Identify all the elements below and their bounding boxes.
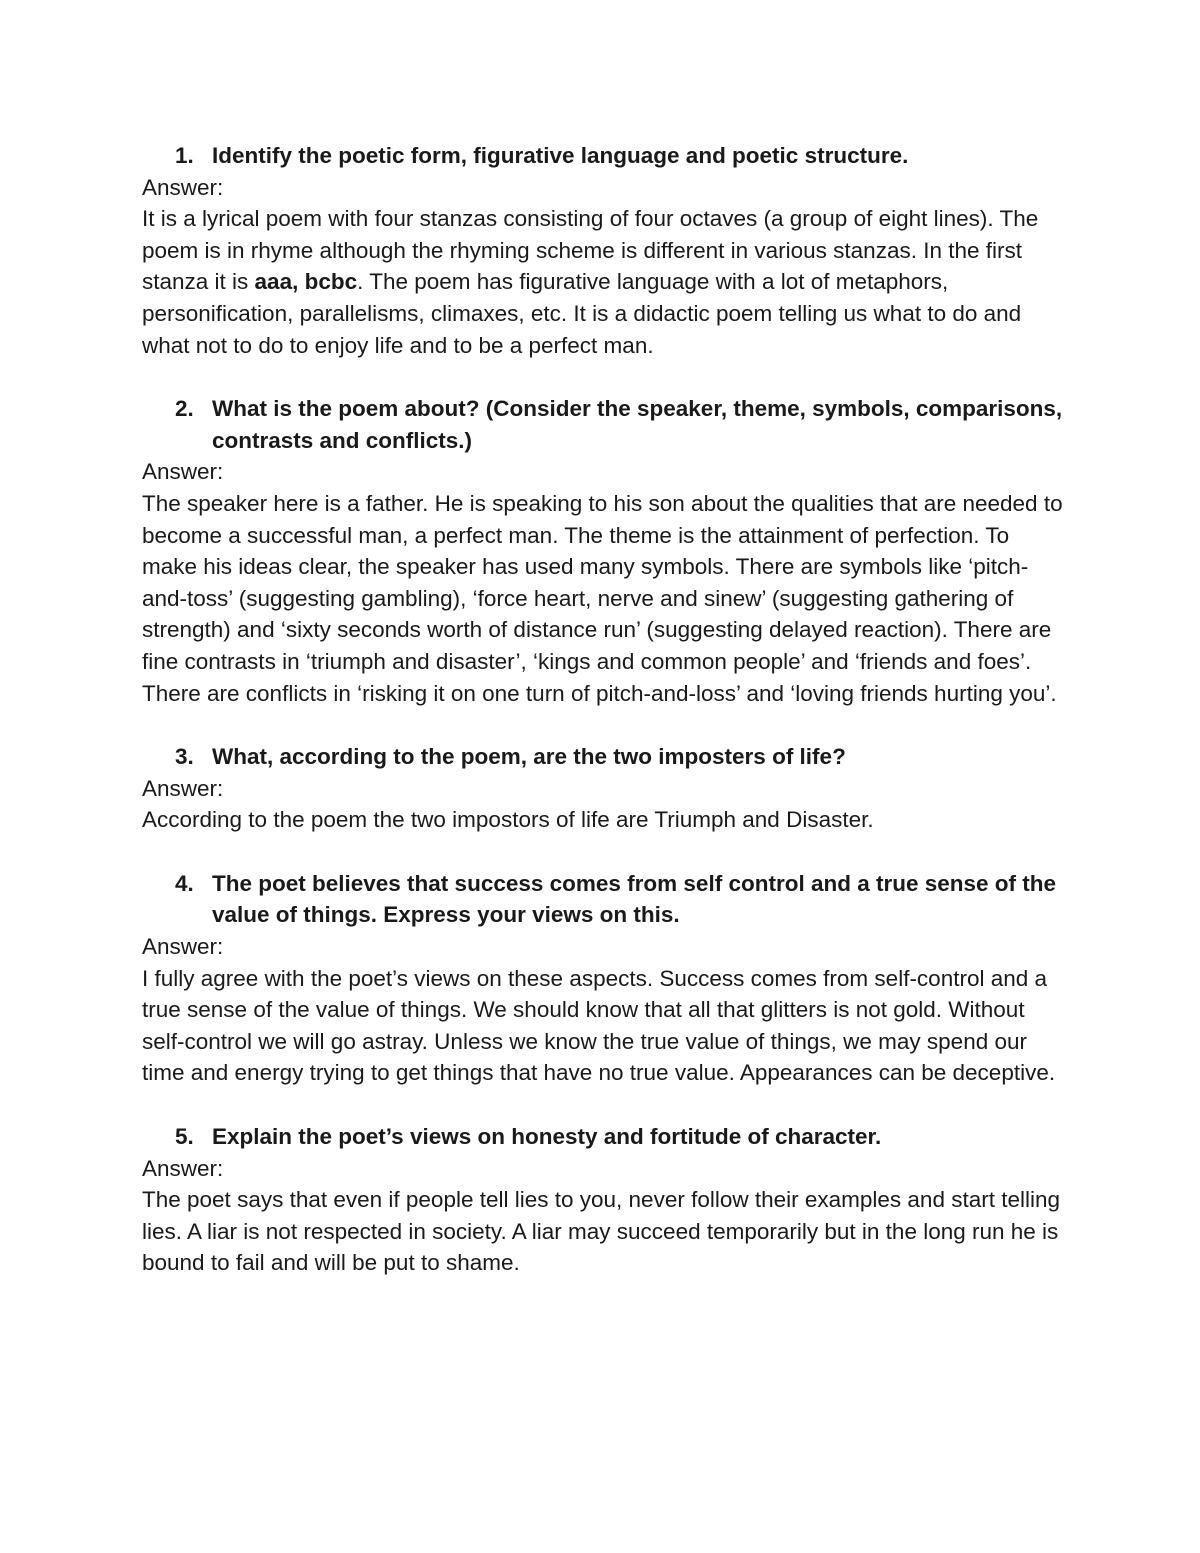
question-text: Explain the poet’s views on honesty and fortitude of character. bbox=[212, 1124, 882, 1150]
question-text: What, according to the poem, are the two imposters of life? bbox=[212, 744, 846, 770]
question-2 bbox=[142, 393, 1067, 456]
answer-label: Answer: bbox=[142, 1155, 224, 1181]
qa-item-2 bbox=[142, 393, 1067, 709]
answer-1 bbox=[142, 203, 1067, 361]
rhyme-scheme: aaa, bcbc bbox=[254, 269, 358, 295]
question-1 bbox=[142, 140, 1067, 172]
question-number: 3. bbox=[175, 744, 194, 770]
answer-3: According to the poem the two impostors of life are Triumph and Disaster. bbox=[142, 807, 874, 833]
question-number: 5. bbox=[175, 1124, 194, 1150]
question-number: 4. bbox=[175, 870, 194, 896]
answer-text: It is a lyrical poem with four stanzas consisting of four octaves (a group of eight lines). The poem is in rhyme although the rhyming scheme is different in various stanzas. In the first stanza it is bbox=[142, 206, 1039, 295]
qa-item-3 bbox=[142, 741, 1067, 836]
question-number: 2. bbox=[175, 396, 194, 422]
answer-2: The speaker here is a father. He is speaking to his son about the qualities that are needed to become a successful man, a perfect man. The theme is the attainment of perfection. To make his ideas clear, the speaker has used many symbols. There are symbols like ‘pitch-and-toss’ (suggesting gambling), ‘force heart, nerve and sinew’ (suggesting gathering of strength) and ‘sixty seconds worth of distance run’ (suggesting delayed reaction). There are fine contrasts in ‘triumph and disaster’, ‘kings and common people’ and ‘friends and foes’. There are conflicts in ‘risking it on one turn of pitch-and-loss’ and ‘loving friends hurting you’. bbox=[142, 490, 1063, 706]
answer-5: The poet says that even if people tell lies to you, never follow their examples and start telling lies. A liar is not respected in society. A liar may succeed temporarily but in the long run he is bound to fail and will be put to shame. bbox=[142, 1187, 1061, 1276]
qa-item-4 bbox=[142, 868, 1067, 1089]
question-4 bbox=[142, 868, 1067, 931]
answer-4: I fully agree with the poet’s views on these aspects. Success comes from self-control and a true sense of the value of things. We should know that all that glitters is not gold. Without self-control we will go astray. Unless we know the true value of things, we may spend our time and energy trying to get things that have no true value. Appearances can be deceptive. bbox=[142, 965, 1056, 1086]
answer-label: Answer: bbox=[142, 775, 224, 801]
answer-label: Answer: bbox=[142, 459, 224, 485]
question-text: Identify the poetic form, figurative language and poetic structure. bbox=[212, 143, 909, 168]
question-number: 1. bbox=[175, 143, 194, 168]
question-5 bbox=[142, 1121, 1067, 1153]
answer-label: Answer: bbox=[142, 934, 224, 960]
question-text: The poet believes that success comes from self control and a true sense of the value of things. Express your views on this. bbox=[212, 870, 1057, 928]
document-page bbox=[142, 140, 1067, 1311]
answer-text: . The poem has figurative language with a lot of metaphors, personification, parallelisms, climaxes, etc. It is a didactic poem telling us what to do and what not to do to enjoy life and to be a perfect man. bbox=[142, 269, 1022, 358]
answer-label: Answer: bbox=[142, 174, 224, 200]
qa-item-5 bbox=[142, 1121, 1067, 1279]
qa-item-1 bbox=[142, 140, 1067, 361]
question-3 bbox=[142, 741, 1067, 773]
question-text: What is the poem about? (Consider the speaker, theme, symbols, comparisons, contrasts and conflicts.) bbox=[212, 396, 1063, 453]
